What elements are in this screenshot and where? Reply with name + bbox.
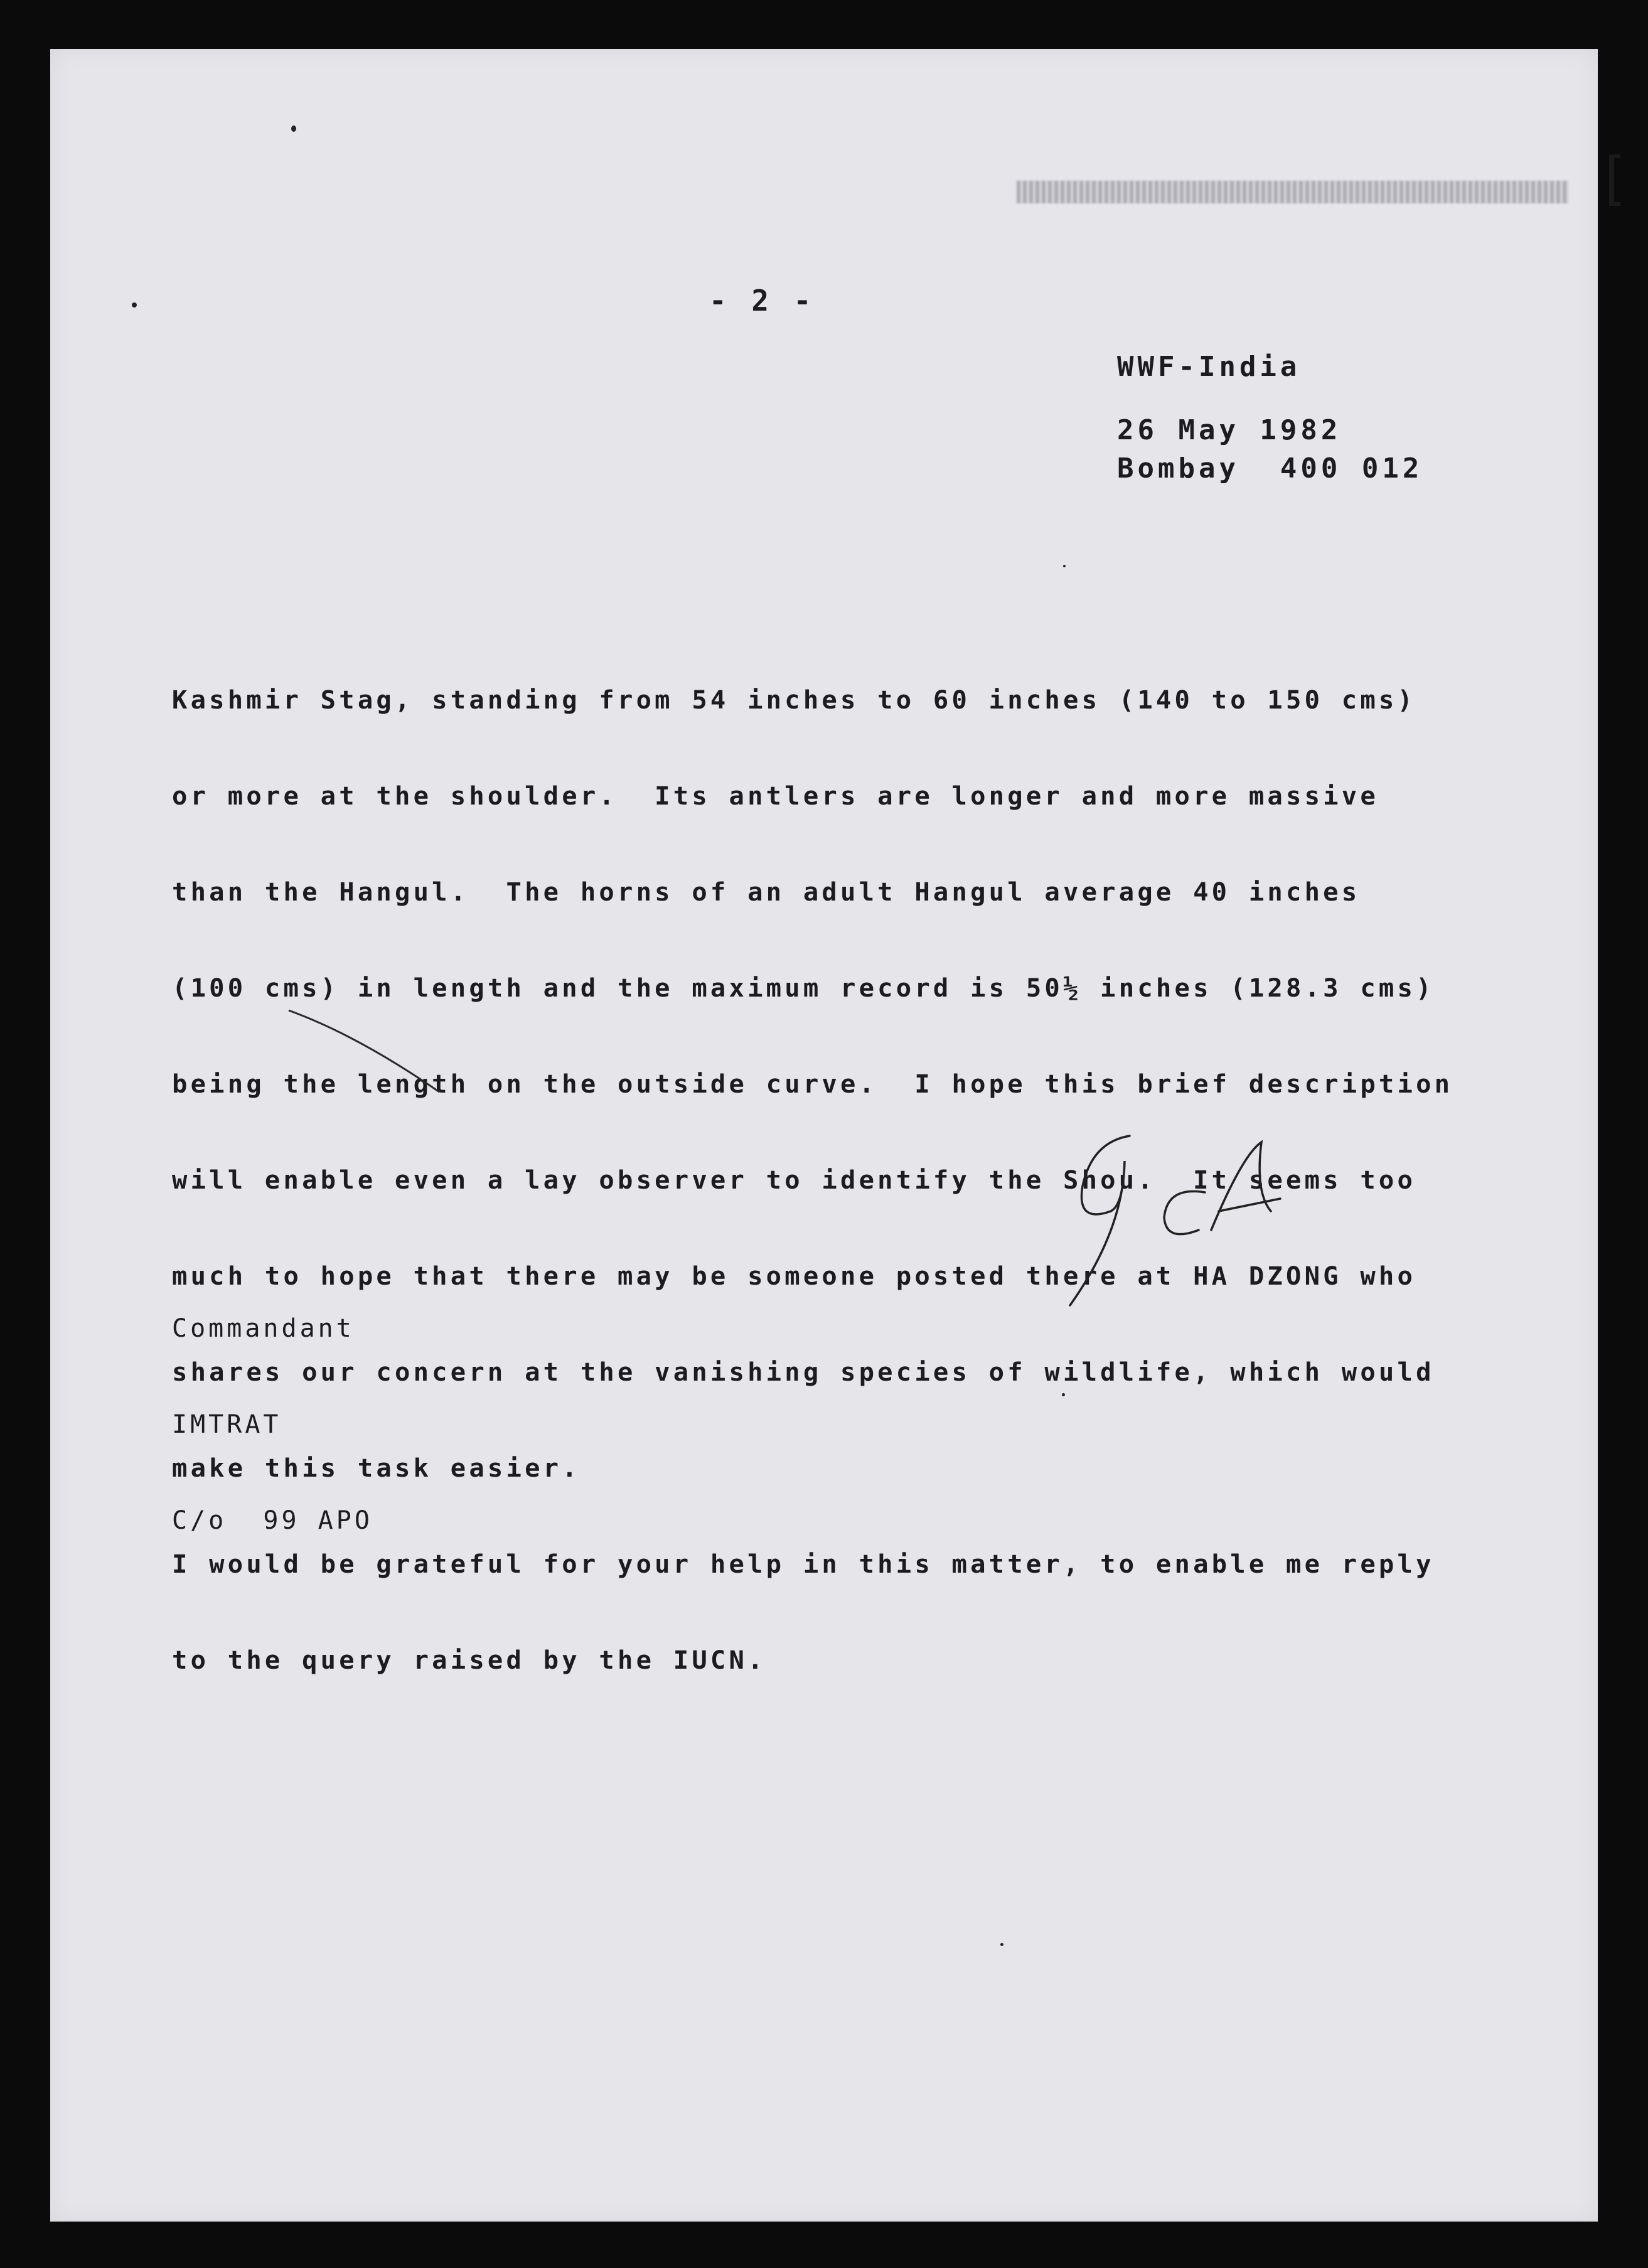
paper-speck [1063,565,1066,567]
recipient-address [172,1249,373,1569]
sender-org: WWF-India [1117,351,1301,383]
edge-bracket-mark [1609,154,1614,206]
sender-address [1117,282,1423,520]
sender-city: Bombay 400 012 [1117,452,1423,484]
body-line: Kashmir Stag, standing from 54 inches to 60 inches (140 to 150 cms) [172,685,1416,715]
body-line: make this task easier. [172,1453,581,1483]
body-line: (100 cms) in length and the maximum record is 50½ inches (128.3 cms) [172,973,1435,1003]
body-line: shares our concern at the vanishing species of wildlife, which would [172,1357,1435,1387]
signature [1054,1117,1318,1318]
recipient-unit: IMTRAT [172,1410,282,1439]
recipient-title: Commandant [172,1314,355,1343]
pen-stroke-mark [282,1004,458,1105]
scan-smudge-mark [1017,181,1569,203]
body-line: I would be grateful for your help in this matter, to enable me reply [172,1549,1435,1579]
body-line: to the query raised by the IUCN. [172,1645,766,1675]
body-line: than the Hangul. The horns of an adult Hangul average 40 inches [172,877,1361,907]
recipient-postal: C/o 99 APO [172,1506,373,1535]
paper-speck [291,126,296,132]
paper-speck [132,302,137,308]
page-number: - 2 - [709,284,815,318]
body-line: or more at the shoulder. Its antlers are longer and more massive [172,781,1379,811]
body-line: will enable even a lay observer to identify the Shou. It seems too [172,1165,1416,1195]
body-line: being the length on the outside curve. I hope this brief description [172,1069,1453,1099]
letter-date: 26 May 1982 [1117,414,1342,446]
paper-speck [1000,1943,1003,1946]
body-line: much to hope that there may be someone posted there at HA DZONG who [172,1261,1416,1291]
